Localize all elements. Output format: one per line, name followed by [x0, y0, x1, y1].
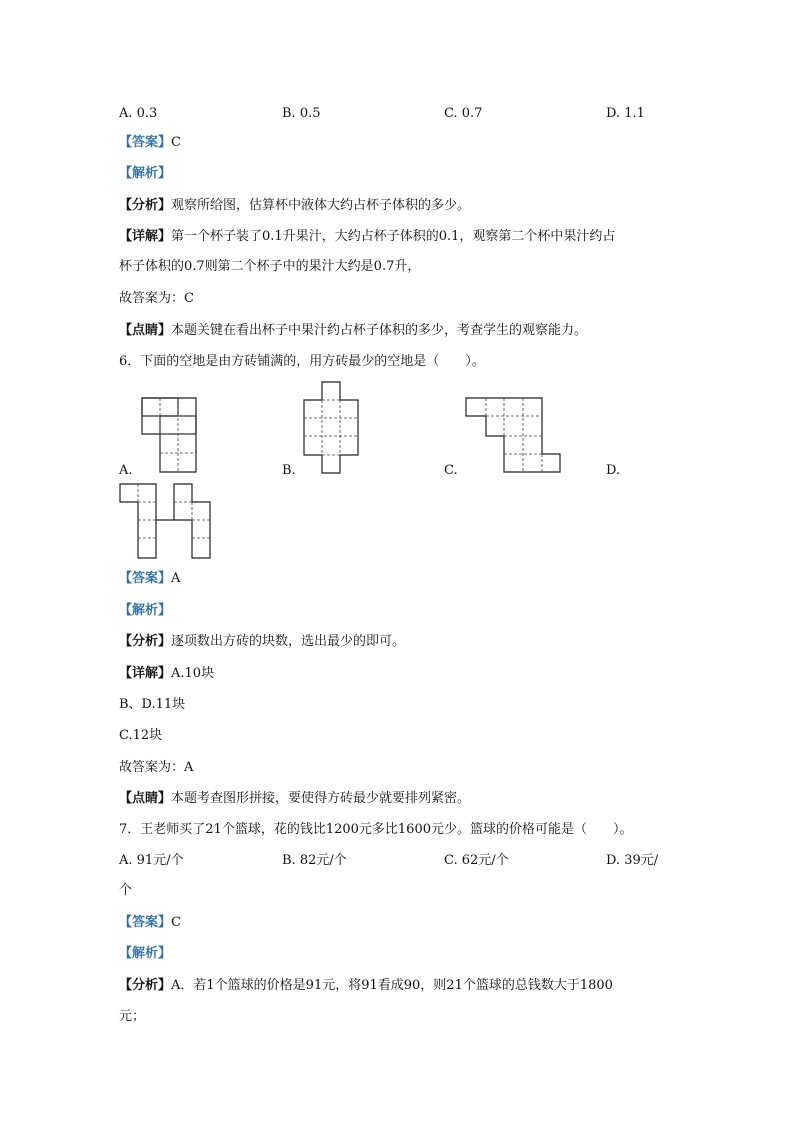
- q6-dianjing: [119, 790, 470, 808]
- fenxi-text: 观察所给图，估算杯中液体大约占杯子体积的多少。: [171, 198, 471, 213]
- q6-fenxi: [119, 633, 405, 651]
- q6-label-d: D.: [606, 463, 621, 478]
- q6-xiangjie-2: B、D.11块: [119, 697, 186, 712]
- q5-option-d: D. 1.1: [606, 106, 645, 121]
- dianjing-tag: 【点睛】: [119, 323, 172, 338]
- dianjing-tag: 【点睛】: [119, 791, 172, 806]
- fenxi-text: A．若1个篮球的价格是91元，将91看成90，则21个篮球的总钱数大于1800: [171, 978, 613, 993]
- q7-answer: [119, 914, 181, 932]
- q7-option-b: B. 82元/个: [282, 853, 347, 868]
- figure-c: [460, 390, 570, 480]
- fenxi-tag: 【分析】: [119, 198, 172, 213]
- answer-value: C: [171, 915, 181, 930]
- answer-tag: 【答案】: [119, 571, 172, 586]
- q6-answer: [119, 570, 180, 588]
- answer-tag: 【答案】: [119, 915, 172, 930]
- fenxi-text: 逐项数出方砖的块数，选出最少的即可。: [171, 634, 406, 649]
- q5-jiexi: 【解析】: [119, 166, 172, 181]
- xiangjie-text: 第一个杯子装了0.1升果汁，大约占杯子体积的0.1，观察第二个杯中果汁约占: [171, 229, 616, 244]
- figure-b: [298, 378, 368, 478]
- q7-option-d-wrap: 个: [119, 883, 133, 898]
- q7-stem: 7．王老师买了21个篮球，花的钱比1200元多比1600元少。篮球的价格可能是（ ）。: [119, 822, 633, 837]
- q6-xiangjie-3: C.12块: [119, 728, 163, 743]
- q7-jiexi: 【解析】: [119, 946, 172, 961]
- q7-fenxi-1: [119, 977, 613, 995]
- xiangjie-tag: 【详解】: [119, 666, 172, 681]
- q5-option-a: A. 0.3: [119, 106, 158, 121]
- q5-answer: [119, 134, 181, 152]
- fenxi-tag: 【分析】: [119, 978, 172, 993]
- q6-xiangjie-1: [119, 665, 214, 683]
- q7-option-d: D. 39元/: [606, 853, 659, 868]
- q6-label-c: C.: [444, 463, 458, 478]
- q6-label-b: B.: [282, 463, 296, 478]
- q5-option-c: C. 0.7: [444, 106, 483, 121]
- q5-final: 故答案为：C: [119, 291, 194, 306]
- q7-option-a: A. 91元/个: [119, 853, 184, 868]
- q5-option-b: B. 0.5: [282, 106, 321, 121]
- answer-value: A: [171, 571, 181, 586]
- q6-final: 故答案为：A: [119, 760, 194, 775]
- dianjing-text: 本题关键在看出杯子中果汁约占杯子体积的多少，考查学生的观察能力。: [171, 323, 588, 338]
- xiangjie-tag: 【详解】: [119, 229, 172, 244]
- dianjing-text: 本题考查图形拼接，要使得方砖最少就要排列紧密。: [171, 791, 471, 806]
- q5-xiangjie-1: [119, 228, 615, 246]
- xiangjie-text: A.10块: [171, 666, 215, 681]
- q6-stem: 6．下面的空地是由方砖铺满的，用方砖最少的空地是（ ）。: [119, 354, 485, 369]
- figure-d: [114, 480, 224, 568]
- fenxi-tag: 【分析】: [119, 634, 172, 649]
- figure-a: [130, 390, 210, 480]
- q7-fenxi-2: 元；: [119, 1009, 146, 1024]
- q5-fenxi: [119, 197, 470, 215]
- q6-label-a: A.: [119, 463, 133, 478]
- q6-jiexi: 【解析】: [119, 603, 172, 618]
- answer-tag: 【答案】: [119, 135, 172, 150]
- answer-value: C: [171, 135, 181, 150]
- q5-xiangjie-2: 杯子体积的0.7则第二个杯子中的果汁大约是0.7升，: [119, 259, 421, 274]
- q5-dianjing: [119, 322, 587, 340]
- q7-option-c: C. 62元/个: [444, 853, 509, 868]
